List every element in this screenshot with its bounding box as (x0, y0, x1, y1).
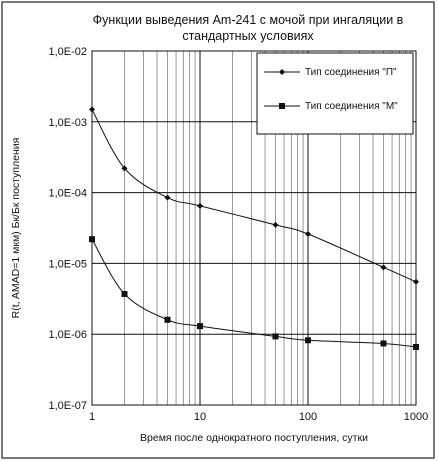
legend-label-series-2: Тип соединения "М" (305, 101, 398, 112)
x-tick-label: 100 (298, 411, 318, 423)
y-tick-label: 1,0E-04 (48, 187, 87, 200)
x-axis-label: Время после однократного поступления, сутки (140, 432, 368, 444)
data-point-series-2 (413, 344, 419, 350)
chart-title-line-2: стандартных условиях (182, 29, 314, 43)
data-point-series-2 (272, 333, 278, 339)
y-tick-label: 1,0E-02 (48, 46, 87, 58)
y-axis-label: R(t, AMAD=1 мкм) Бк/Бк поступления (10, 137, 22, 319)
x-tick-label: 1000 (403, 411, 429, 423)
y-tick-label: 1,0E-03 (48, 116, 87, 129)
data-point-series-2 (89, 236, 95, 242)
x-tick-label: 1 (88, 411, 96, 423)
data-point-series-2 (305, 337, 311, 343)
data-point-series-2 (197, 323, 203, 329)
chart-title-line-1: Функции выведения Am-241 с мочой при ингаляции в (92, 13, 404, 27)
x-tick-label: 10 (193, 411, 207, 423)
data-point-series-2 (380, 340, 386, 346)
legend-label-series-1: Тип соединения "П" (305, 67, 397, 78)
data-point-series-2 (164, 317, 170, 323)
y-tick-label: 1,0E-07 (48, 400, 87, 412)
data-point-series-2 (122, 291, 128, 297)
y-tick-label: 1,0E-06 (48, 329, 87, 342)
legend-box (257, 53, 413, 134)
y-tick-label: 1,0E-05 (48, 258, 87, 271)
legend (257, 53, 413, 134)
legend-marker-series-2 (279, 103, 285, 109)
